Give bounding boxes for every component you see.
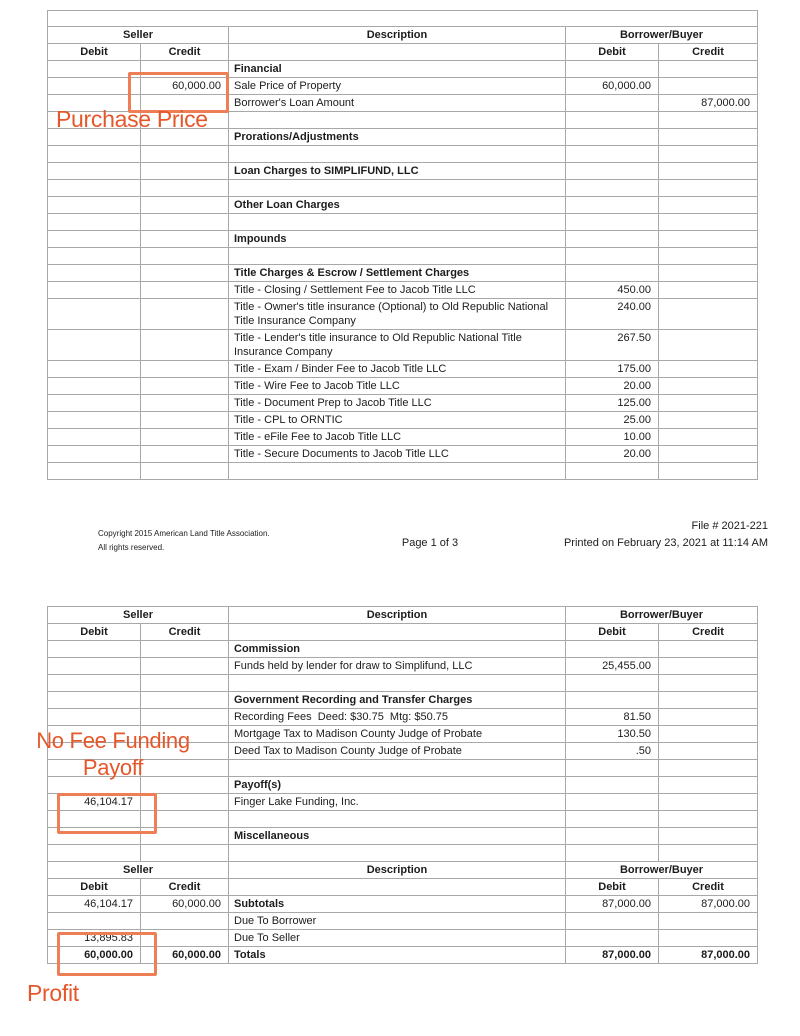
borrower-debit-cell: 25,455.00 [566, 658, 659, 675]
borrower-debit-cell: 20.00 [566, 446, 659, 463]
description-cell [229, 112, 566, 129]
description-cell [229, 811, 566, 828]
seller-debit-header: Debit [48, 624, 141, 641]
seller-credit-cell [141, 197, 229, 214]
seller-debit-cell: 13,895.83 [48, 930, 141, 947]
table-row [48, 361, 758, 378]
seller-credit-cell: 60,000.00 [141, 78, 229, 95]
description-cell: Financial [229, 61, 566, 78]
seller-debit-cell [48, 214, 141, 231]
borrower-debit-cell: 25.00 [566, 412, 659, 429]
borrower-credit-header: Credit [659, 879, 758, 896]
table-row [48, 265, 758, 282]
blank-row [48, 180, 758, 197]
description-cell: Totals [229, 947, 566, 964]
borrower-debit-cell [566, 61, 659, 78]
table-row [48, 446, 758, 463]
seller-credit-cell [141, 378, 229, 395]
description-cell: Loan Charges to SIMPLIFUND, LLC [229, 163, 566, 180]
seller-debit-cell [48, 709, 141, 726]
borrower-debit-cell [566, 214, 659, 231]
borrower-debit-cell: 125.00 [566, 395, 659, 412]
seller-credit-cell [141, 395, 229, 412]
description-cell: Title - Exam / Binder Fee to Jacob Title LLC [229, 361, 566, 378]
seller-credit-header: Credit [141, 624, 229, 641]
borrower-debit-cell: 20.00 [566, 378, 659, 395]
seller-debit-cell [48, 641, 141, 658]
description-header: Description [229, 862, 566, 879]
seller-credit-cell [141, 146, 229, 163]
seller-debit-cell [48, 146, 141, 163]
seller-debit-cell [48, 361, 141, 378]
seller-credit-cell [141, 299, 229, 330]
borrower-credit-cell [659, 330, 758, 361]
borrower-debit-header: Debit [566, 44, 659, 61]
seller-debit-cell [48, 163, 141, 180]
table-row [48, 378, 758, 395]
borrower-debit-cell: 130.50 [566, 726, 659, 743]
borrower-debit-cell [566, 845, 659, 862]
borrower-credit-cell [659, 777, 758, 794]
borrower-debit-cell [566, 913, 659, 930]
description-cell: Commission [229, 641, 566, 658]
table-header-cols-row [48, 44, 758, 61]
seller-credit-cell [141, 231, 229, 248]
borrower-credit-cell [659, 692, 758, 709]
borrower-debit-cell [566, 146, 659, 163]
seller-credit-cell [141, 913, 229, 930]
description-cell [229, 180, 566, 197]
seller-credit-cell: 60,000.00 [141, 947, 229, 964]
table-row [48, 658, 758, 675]
seller-debit-cell [48, 61, 141, 78]
description-cell: Prorations/Adjustments [229, 129, 566, 146]
table-row [48, 896, 758, 913]
description-cell: Miscellaneous [229, 828, 566, 845]
borrower-debit-cell [566, 794, 659, 811]
seller-credit-cell [141, 330, 229, 361]
table-row [48, 163, 758, 180]
borrower-credit-cell [659, 675, 758, 692]
borrower-buyer-header: Borrower/Buyer [566, 607, 758, 624]
borrower-credit-cell [659, 197, 758, 214]
borrower-credit-cell [659, 658, 758, 675]
borrower-debit-cell [566, 641, 659, 658]
description-cell: Title - CPL to ORNTIC [229, 412, 566, 429]
table-row [48, 692, 758, 709]
borrower-debit-header: Debit [566, 879, 659, 896]
seller-credit-cell [141, 282, 229, 299]
borrower-credit-cell [659, 726, 758, 743]
borrower-debit-cell: .50 [566, 743, 659, 760]
seller-credit-cell [141, 248, 229, 265]
seller-debit-cell [48, 78, 141, 95]
seller-debit-cell [48, 446, 141, 463]
borrower-credit-cell [659, 913, 758, 930]
seller-credit-cell: 60,000.00 [141, 896, 229, 913]
table-row [48, 330, 758, 361]
copyright-line-2: All rights reserved. [98, 542, 165, 552]
seller-debit-cell [48, 395, 141, 412]
borrower-credit-cell [659, 163, 758, 180]
file-number: File # 2021-221 [691, 520, 768, 532]
seller-header: Seller [48, 862, 229, 879]
description-cell: Title - Owner's title insurance (Optional) to Old Republic National Title Insurance Company [229, 299, 566, 330]
table-row [48, 709, 758, 726]
profit-highlight-box [57, 932, 157, 976]
seller-debit-cell: 46,104.17 [48, 896, 141, 913]
borrower-debit-cell: 267.50 [566, 330, 659, 361]
seller-debit-cell [48, 463, 141, 480]
table-header-cols-row [48, 879, 758, 896]
blank-row [48, 463, 758, 480]
borrower-credit-cell [659, 248, 758, 265]
borrower-credit-cell [659, 828, 758, 845]
borrower-credit-cell [659, 112, 758, 129]
description-cell [229, 463, 566, 480]
borrower-debit-cell [566, 163, 659, 180]
description-cell: Title - Wire Fee to Jacob Title LLC [229, 378, 566, 395]
borrower-credit-cell [659, 760, 758, 777]
description-cell: Mortgage Tax to Madison County Judge of Probate [229, 726, 566, 743]
borrower-credit-cell [659, 180, 758, 197]
borrower-credit-cell [659, 61, 758, 78]
seller-debit-cell [48, 299, 141, 330]
seller-debit-cell [48, 248, 141, 265]
borrower-credit-header: Credit [659, 624, 758, 641]
seller-credit-header: Credit [141, 879, 229, 896]
seller-debit-cell [48, 913, 141, 930]
seller-debit-cell: 60,000.00 [48, 947, 141, 964]
description-cell: Government Recording and Transfer Charges [229, 692, 566, 709]
blank-row [48, 214, 758, 231]
description-cell: Borrower's Loan Amount [229, 95, 566, 112]
borrower-debit-cell [566, 760, 659, 777]
seller-debit-cell [48, 429, 141, 446]
table-row [48, 395, 758, 412]
page-number: Page 1 of 3 [401, 537, 459, 549]
borrower-buyer-header: Borrower/Buyer [566, 862, 758, 879]
description-cell: Subtotals [229, 896, 566, 913]
description-cell [229, 760, 566, 777]
borrower-credit-cell [659, 463, 758, 480]
blank-row [48, 146, 758, 163]
description-cell: Finger Lake Funding, Inc. [229, 794, 566, 811]
description-header-spacer [229, 624, 566, 641]
borrower-debit-cell [566, 463, 659, 480]
description-cell [229, 146, 566, 163]
table-header-group-row [48, 862, 758, 879]
seller-debit-cell [48, 378, 141, 395]
borrower-debit-cell [566, 777, 659, 794]
borrower-credit-cell [659, 930, 758, 947]
seller-credit-cell [141, 692, 229, 709]
borrower-credit-cell [659, 743, 758, 760]
borrower-credit-cell [659, 395, 758, 412]
no-fee-funding-annotation [22, 727, 204, 781]
seller-debit-cell [48, 412, 141, 429]
seller-debit-cell [48, 658, 141, 675]
borrower-credit-cell [659, 282, 758, 299]
table-row [48, 412, 758, 429]
seller-credit-cell [141, 214, 229, 231]
borrower-credit-cell: 87,000.00 [659, 947, 758, 964]
borrower-credit-cell [659, 709, 758, 726]
seller-credit-cell [141, 429, 229, 446]
copyright-line-1: Copyright 2015 American Land Title Association. [98, 529, 270, 538]
seller-debit-cell [48, 282, 141, 299]
seller-debit-header: Debit [48, 879, 141, 896]
seller-credit-cell [141, 675, 229, 692]
borrower-credit-cell [659, 429, 758, 446]
no-fee-funding-line-2: Payoff [82, 755, 144, 780]
description-cell: Due To Borrower [229, 913, 566, 930]
description-header-spacer [229, 44, 566, 61]
seller-credit-cell [141, 180, 229, 197]
seller-header: Seller [48, 607, 229, 624]
seller-credit-cell [141, 845, 229, 862]
seller-debit-cell [48, 265, 141, 282]
description-cell: Due To Seller [229, 930, 566, 947]
seller-debit-cell [48, 197, 141, 214]
seller-debit-header: Debit [48, 44, 141, 61]
no-fee-funding-line-1: No Fee Funding [36, 728, 190, 753]
spacer-row [48, 11, 758, 27]
borrower-debit-cell [566, 197, 659, 214]
borrower-credit-cell [659, 214, 758, 231]
borrower-debit-cell: 87,000.00 [566, 947, 659, 964]
borrower-debit-cell: 87,000.00 [566, 896, 659, 913]
description-cell: Title Charges & Escrow / Settlement Charges [229, 265, 566, 282]
description-cell: Funds held by lender for draw to Simplifund, LLC [229, 658, 566, 675]
borrower-buyer-header: Borrower/Buyer [566, 27, 758, 44]
description-cell [229, 214, 566, 231]
borrower-credit-cell [659, 146, 758, 163]
seller-credit-cell [141, 361, 229, 378]
borrower-credit-cell [659, 811, 758, 828]
copyright-text [98, 527, 270, 554]
table-row [48, 282, 758, 299]
seller-credit-cell [141, 163, 229, 180]
blank-row [48, 845, 758, 862]
description-cell: Recording Fees Deed: $30.75 Mtg: $50.75 [229, 709, 566, 726]
borrower-debit-cell [566, 112, 659, 129]
seller-credit-cell [141, 265, 229, 282]
seller-debit-cell [48, 180, 141, 197]
blank-row [48, 675, 758, 692]
table-row [48, 641, 758, 658]
description-header: Description [229, 607, 566, 624]
purchase-price-annotation: Purchase Price [56, 106, 208, 132]
borrower-debit-cell: 10.00 [566, 429, 659, 446]
borrower-debit-cell: 81.50 [566, 709, 659, 726]
table-row [48, 913, 758, 930]
seller-header: Seller [48, 27, 229, 44]
borrower-debit-cell: 240.00 [566, 299, 659, 330]
table-header-group-row [48, 27, 758, 44]
description-cell: Title - Secure Documents to Jacob Title LLC [229, 446, 566, 463]
borrower-credit-cell: 87,000.00 [659, 896, 758, 913]
borrower-debit-cell [566, 675, 659, 692]
description-cell: Sale Price of Property [229, 78, 566, 95]
borrower-credit-cell [659, 299, 758, 330]
borrower-debit-cell [566, 180, 659, 197]
description-cell: Deed Tax to Madison County Judge of Probate [229, 743, 566, 760]
borrower-debit-cell [566, 930, 659, 947]
description-cell [229, 248, 566, 265]
description-cell [229, 675, 566, 692]
borrower-debit-header: Debit [566, 624, 659, 641]
table-row [48, 299, 758, 330]
borrower-credit-cell [659, 231, 758, 248]
table-header-cols-row [48, 624, 758, 641]
spacer-cell [48, 11, 758, 27]
payoff-highlight-box [57, 793, 157, 834]
description-cell: Payoff(s) [229, 777, 566, 794]
seller-debit-cell: 46,104.17 [48, 794, 141, 811]
seller-debit-cell [48, 231, 141, 248]
borrower-debit-cell [566, 265, 659, 282]
seller-credit-cell [141, 412, 229, 429]
seller-credit-cell [141, 658, 229, 675]
borrower-credit-cell [659, 794, 758, 811]
table-row [48, 429, 758, 446]
seller-credit-cell [141, 446, 229, 463]
borrower-debit-cell [566, 811, 659, 828]
description-cell: Title - eFile Fee to Jacob Title LLC [229, 429, 566, 446]
borrower-credit-cell [659, 361, 758, 378]
table-row [48, 197, 758, 214]
description-cell: Title - Lender's title insurance to Old Republic National Title Insurance Company [229, 330, 566, 361]
borrower-debit-cell [566, 231, 659, 248]
borrower-credit-header: Credit [659, 44, 758, 61]
seller-debit-cell [48, 330, 141, 361]
table-row [48, 231, 758, 248]
borrower-credit-cell [659, 78, 758, 95]
description-cell: Title - Document Prep to Jacob Title LLC [229, 395, 566, 412]
borrower-debit-cell [566, 828, 659, 845]
borrower-debit-cell: 175.00 [566, 361, 659, 378]
borrower-debit-cell [566, 129, 659, 146]
profit-annotation: Profit [27, 980, 79, 1006]
borrower-debit-cell [566, 248, 659, 265]
printed-timestamp: Printed on February 23, 2021 at 11:14 AM [563, 537, 768, 549]
borrower-credit-cell: 87,000.00 [659, 95, 758, 112]
borrower-credit-cell [659, 446, 758, 463]
borrower-credit-cell [659, 845, 758, 862]
borrower-credit-cell [659, 265, 758, 282]
seller-credit-cell [141, 709, 229, 726]
borrower-credit-cell [659, 412, 758, 429]
blank-row [48, 248, 758, 265]
borrower-debit-cell [566, 95, 659, 112]
description-header-spacer [229, 879, 566, 896]
description-cell: Other Loan Charges [229, 197, 566, 214]
borrower-debit-cell [566, 692, 659, 709]
borrower-debit-cell: 60,000.00 [566, 78, 659, 95]
description-header: Description [229, 27, 566, 44]
borrower-debit-cell: 450.00 [566, 282, 659, 299]
borrower-credit-cell [659, 129, 758, 146]
seller-credit-cell [141, 463, 229, 480]
seller-credit-header: Credit [141, 44, 229, 61]
page2-table [47, 606, 758, 964]
seller-credit-cell [141, 641, 229, 658]
description-cell: Title - Closing / Settlement Fee to Jacob Title LLC [229, 282, 566, 299]
seller-debit-cell [48, 692, 141, 709]
description-cell [229, 845, 566, 862]
borrower-credit-cell [659, 378, 758, 395]
seller-debit-cell [48, 845, 141, 862]
seller-debit-cell [48, 675, 141, 692]
table-header-group-row [48, 607, 758, 624]
description-cell: Impounds [229, 231, 566, 248]
borrower-credit-cell [659, 641, 758, 658]
